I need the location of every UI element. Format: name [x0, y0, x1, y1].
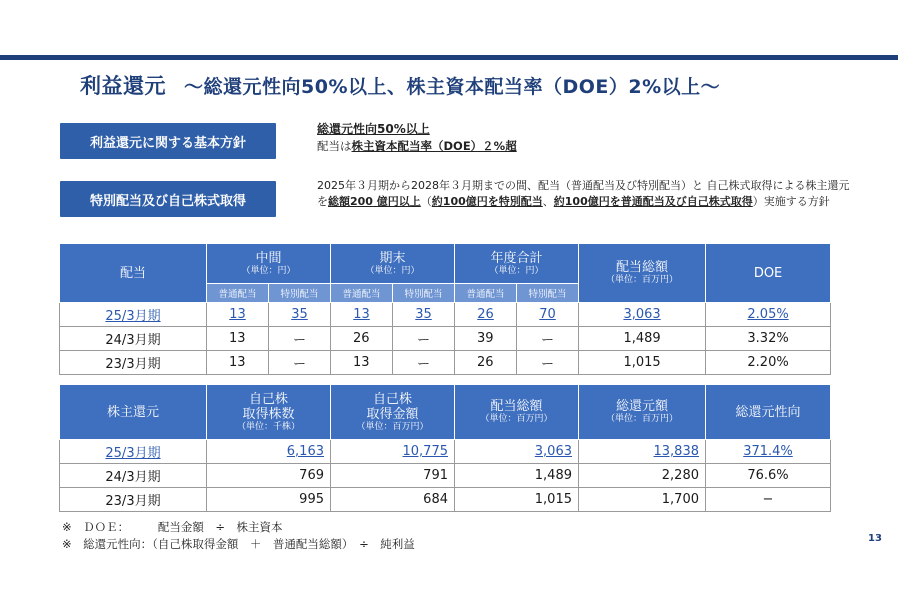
sub-special: 特別配当	[269, 284, 331, 303]
value-cell: 3.32%	[706, 327, 831, 351]
period-cell[interactable]: 25/3月期	[60, 303, 207, 327]
dividend-table	[59, 243, 831, 375]
value-cell: ー	[517, 351, 579, 375]
period-cell: 23/3月期	[60, 351, 207, 375]
value-cell: −	[706, 488, 831, 512]
value-cell: 76.6%	[706, 464, 831, 488]
total-return-policy: 総還元性向50%以上	[317, 122, 430, 136]
sub-special: 特別配当	[393, 284, 455, 303]
annual-total-header: 年度合計 （単位：円）	[455, 244, 579, 284]
return-ratio-header: 総還元性向	[706, 385, 831, 440]
value-cell[interactable]: 3,063	[455, 440, 579, 464]
value-cell[interactable]: 10,775	[331, 440, 455, 464]
value-cell: 13	[207, 351, 269, 375]
doe-header: DOE	[706, 244, 831, 303]
amount-header: 自己株 取得金額 （単位：百万円）	[331, 385, 455, 440]
period-cell: 24/3月期	[60, 327, 207, 351]
value-cell[interactable]: 2.05%	[706, 303, 831, 327]
value-cell: 2,280	[579, 464, 706, 488]
special-dividend-text: 2025年３月期から2028年３月期までの間、配当（普通配当及び特別配当）と 自己株式取得による株主還元を総額200 億円以上（約100億円を特別配当、約100億円を普通配当及び自己株式取得）実施する方針	[317, 179, 850, 208]
table-row	[60, 327, 831, 351]
total-return-header: 総還元額 （単位：百万円）	[579, 385, 706, 440]
value-cell[interactable]: 13,838	[579, 440, 706, 464]
return-header-label: 株主還元	[60, 385, 207, 440]
sub-ordinary: 普通配当	[331, 284, 393, 303]
shareholder-return-table	[59, 384, 831, 512]
doe-note: ※ ＤＯＥ： 配当金額 ÷ 株主資本	[62, 520, 283, 534]
period-cell: 23/3月期	[60, 488, 207, 512]
table-row	[60, 303, 831, 327]
doe-policy: 配当は株主資本配当率（DOE）２%超	[317, 139, 517, 153]
value-cell: ー	[393, 351, 455, 375]
value-cell[interactable]: 26	[455, 303, 517, 327]
value-cell[interactable]: 13	[207, 303, 269, 327]
value-cell: 26	[331, 327, 393, 351]
value-cell: 13	[207, 327, 269, 351]
year-end-header: 期末 （単位：円）	[331, 244, 455, 284]
value-cell: 1,700	[579, 488, 706, 512]
header-bar	[0, 55, 898, 60]
page-title	[80, 70, 720, 100]
value-cell: 39	[455, 327, 517, 351]
value-cell: ー	[393, 327, 455, 351]
sub-special: 特別配当	[517, 284, 579, 303]
value-cell: ー	[269, 327, 331, 351]
value-cell: 13	[331, 351, 393, 375]
dividend-total-header: 配当総額 （単位：百万円）	[579, 244, 706, 303]
value-cell: 1,489	[579, 327, 706, 351]
table-row	[60, 440, 831, 464]
value-cell[interactable]: 35	[393, 303, 455, 327]
interim-header: 中間 （単位：円）	[207, 244, 331, 284]
value-cell[interactable]: 13	[331, 303, 393, 327]
value-cell: 26	[455, 351, 517, 375]
table-row	[60, 351, 831, 375]
sub-ordinary: 普通配当	[455, 284, 517, 303]
value-cell: ー	[269, 351, 331, 375]
special-dividend-label: 特別配当及び自己株式取得	[60, 181, 276, 217]
value-cell: 684	[331, 488, 455, 512]
value-cell[interactable]: 35	[269, 303, 331, 327]
value-cell[interactable]: 6,163	[207, 440, 331, 464]
page-number: 13	[868, 533, 882, 544]
basic-policy-label: 利益還元に関する基本方針	[60, 123, 276, 159]
value-cell[interactable]: 371.4%	[706, 440, 831, 464]
value-cell[interactable]: 70	[517, 303, 579, 327]
value-cell: 791	[331, 464, 455, 488]
value-cell: 1,015	[579, 351, 706, 375]
period-cell: 24/3月期	[60, 464, 207, 488]
basic-policy-text	[317, 121, 517, 155]
div-total-header: 配当総額 （単位：百万円）	[455, 385, 579, 440]
return-ratio-note: ※ 総還元性向：（自己株取得金額 ＋ 普通配当総額） ÷ 純利益	[62, 537, 415, 551]
value-cell: 769	[207, 464, 331, 488]
value-cell: 995	[207, 488, 331, 512]
title-main: 利益還元	[80, 74, 166, 98]
sub-ordinary: 普通配当	[207, 284, 269, 303]
table-row	[60, 488, 831, 512]
value-cell[interactable]: 3,063	[579, 303, 706, 327]
value-cell: ー	[517, 327, 579, 351]
dividend-header-label: 配当	[60, 244, 207, 303]
title-subtitle: ～総還元性向50%以上、株主資本配当率（DOE）2%以上～	[184, 76, 721, 98]
value-cell: 1,489	[455, 464, 579, 488]
period-cell[interactable]: 25/3月期	[60, 440, 207, 464]
value-cell: 1,015	[455, 488, 579, 512]
value-cell: 2.20%	[706, 351, 831, 375]
table-row	[60, 464, 831, 488]
shares-header: 自己株 取得株数 （単位：千株）	[207, 385, 331, 440]
